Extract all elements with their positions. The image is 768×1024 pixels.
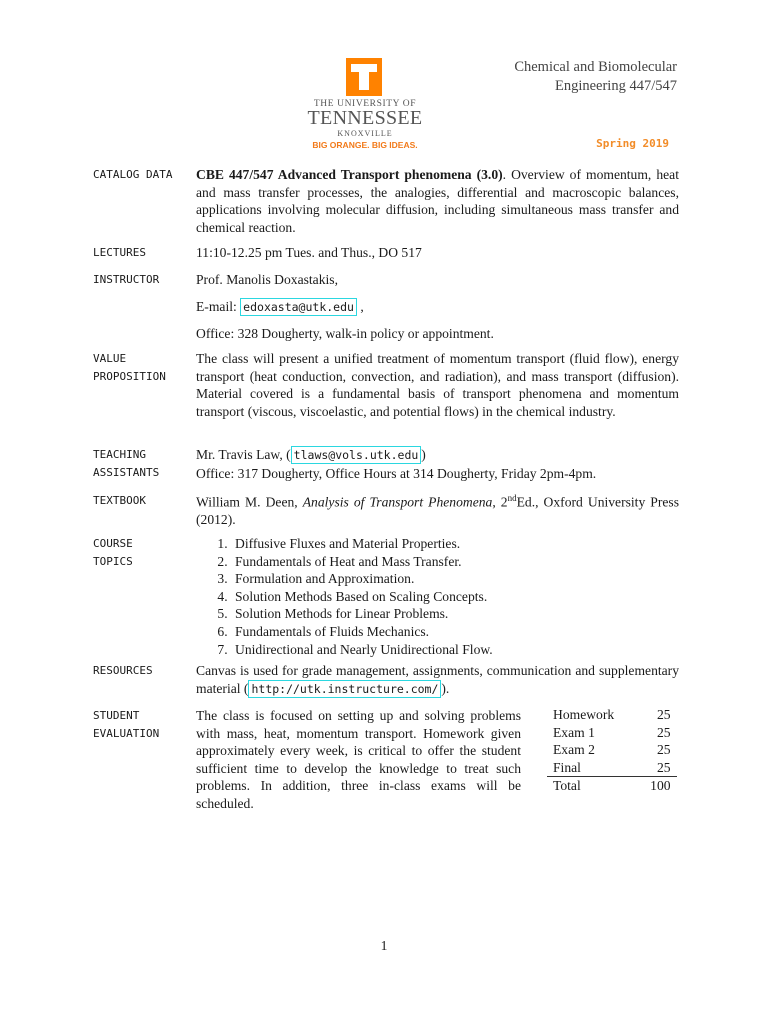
topic-item: 4. Solution Methods Based on Scaling Concepts. bbox=[231, 588, 679, 606]
course-topics-list bbox=[196, 535, 679, 658]
table-row bbox=[547, 706, 677, 724]
value-proposition-label bbox=[93, 350, 193, 386]
grade-breakdown-table bbox=[547, 706, 677, 795]
grade-value: 25 bbox=[656, 707, 671, 722]
eval-label-line2: EVALUATION bbox=[93, 727, 160, 740]
instructor-name: Prof. Manolis Doxastakis, bbox=[196, 272, 338, 287]
email-suffix: , bbox=[356, 298, 364, 314]
lectures-label: LECTURES bbox=[93, 246, 146, 259]
topic-item: 3. Formulation and Approximation. bbox=[231, 570, 679, 588]
value-proposition-text: The class will present a unified treatment of momentum transport (fluid flow), energy transport (heat conduction, convection, and radiation), and mass transport (diffusion). Material covered is a fundamental basis of transport phenomena and momentum transport (viscous, viscoelastic, and potential flows) in the chemical industry. bbox=[196, 351, 679, 419]
ta-label-line2: ASSISTANTS bbox=[93, 466, 160, 479]
instructor-email-link[interactable]: edoxasta@utk.edu bbox=[240, 298, 357, 316]
grade-item: Homework bbox=[553, 707, 615, 722]
instructor-content bbox=[196, 271, 679, 343]
grade-value: 25 bbox=[656, 742, 671, 758]
textbook-content bbox=[196, 490, 679, 529]
instructor-office: Office: 328 Dougherty, walk-in policy or appointment. bbox=[196, 326, 494, 342]
resources-text-after: ). bbox=[441, 680, 450, 696]
instructor-label: INSTRUCTOR bbox=[93, 273, 160, 286]
evaluation-text: The class is focused on setting up and solving problems with mass, heat, momentum transport. Homework given approximately every week, is critical to offer the student sufficient time to develop the knowledge to treat such problems. In addition, three in-class exams will be scheduled. bbox=[196, 708, 521, 811]
department-line1: Chemical and Biomolecular bbox=[514, 59, 677, 75]
resources-label: RESOURCES bbox=[93, 664, 153, 677]
total-value: 100 bbox=[620, 777, 676, 795]
value-label-line2: PROPOSITION bbox=[93, 370, 166, 383]
ta-label-line1: TEACHING bbox=[93, 448, 146, 461]
topic-item: 5. Solution Methods for Linear Problems. bbox=[231, 605, 679, 623]
resources-text: Canvas is used for grade management, assignments, communication and supplementary material ( bbox=[196, 663, 679, 696]
resources-content bbox=[196, 662, 679, 698]
textbook-edition-sup: nd bbox=[507, 493, 517, 503]
eval-label-line1: STUDENT bbox=[93, 709, 140, 722]
value-label-line1: VALUE bbox=[93, 352, 127, 365]
topics-label-line2: TOPICS bbox=[93, 555, 133, 568]
teaching-assistants-content bbox=[196, 446, 679, 482]
table-row bbox=[547, 759, 677, 777]
canvas-url-link[interactable]: http://utk.instructure.com/ bbox=[248, 680, 441, 698]
ta-email-link[interactable]: tlaws@vols.utk.edu bbox=[291, 446, 422, 464]
ta-name-suffix: ) bbox=[421, 447, 426, 462]
lectures-text: 11:10-12.25 pm Tues. and Thus., DO 517 bbox=[196, 245, 422, 260]
topic-item: 7. Unidirectional and Nearly Unidirectional Flow. bbox=[231, 641, 679, 659]
page-number: 1 bbox=[380, 938, 388, 953]
department-heading bbox=[514, 58, 677, 96]
table-row bbox=[547, 741, 677, 759]
university-tagline: BIG ORANGE. BIG IDEAS. bbox=[312, 140, 418, 150]
grade-item: Final bbox=[553, 759, 581, 775]
textbook-title: Analysis of Transport Phenomena bbox=[302, 494, 493, 510]
table-row bbox=[547, 724, 677, 742]
topic-item: 6. Fundamentals of Fluids Mechanics. bbox=[231, 623, 679, 641]
catalog-description: . Overview of momentum, heat and mass transfer processes, the analogies, differential and macroscopic balances, applications involving molecular diffusion, including simultaneous mass transfer and chemical reaction. bbox=[196, 167, 679, 235]
grade-item: Exam 2 bbox=[553, 742, 595, 758]
total-label: Total bbox=[547, 777, 620, 795]
ut-logo-icon bbox=[346, 58, 382, 96]
catalog-label: CATALOG DATA bbox=[93, 168, 173, 181]
grade-value: 25 bbox=[656, 759, 671, 775]
university-name-line1: THE UNIVERSITY OF bbox=[313, 99, 417, 109]
email-prefix: E-mail: bbox=[196, 298, 241, 314]
topics-label-line1: COURSE bbox=[93, 537, 133, 550]
textbook-author: William M. Deen, bbox=[196, 494, 303, 510]
student-evaluation-label bbox=[93, 707, 193, 743]
university-name-line3: KNOXVILLE bbox=[337, 129, 393, 138]
textbook-label: TEXTBOOK bbox=[93, 494, 146, 507]
table-total-row bbox=[547, 777, 677, 795]
topic-item: 2. Fundamentals of Heat and Mass Transfer. bbox=[231, 553, 679, 571]
department-line2: Engineering 447/547 bbox=[554, 78, 677, 94]
catalog-content bbox=[196, 166, 679, 236]
teaching-assistants-label bbox=[93, 446, 193, 482]
grade-value: 25 bbox=[656, 724, 671, 740]
textbook-edition: , 2 bbox=[492, 494, 508, 510]
university-name-line2: TENNESSEE bbox=[307, 107, 423, 129]
textbook-rest: Ed., Oxford University Press (2012). bbox=[196, 494, 680, 528]
ta-name: Mr. Travis Law, ( bbox=[196, 447, 291, 462]
course-topics-label bbox=[93, 535, 193, 571]
term-label: Spring 2019 bbox=[596, 137, 669, 150]
grade-item: Exam 1 bbox=[553, 724, 595, 740]
course-title: CBE 447/547 Advanced Transport phenomena (3.0) bbox=[196, 167, 503, 182]
ta-office: Office: 317 Dougherty, Office Hours at 314 Dougherty, Friday 2pm-4pm. bbox=[196, 465, 597, 481]
topic-item: 1. Diffusive Fluxes and Material Properties. bbox=[231, 535, 679, 553]
